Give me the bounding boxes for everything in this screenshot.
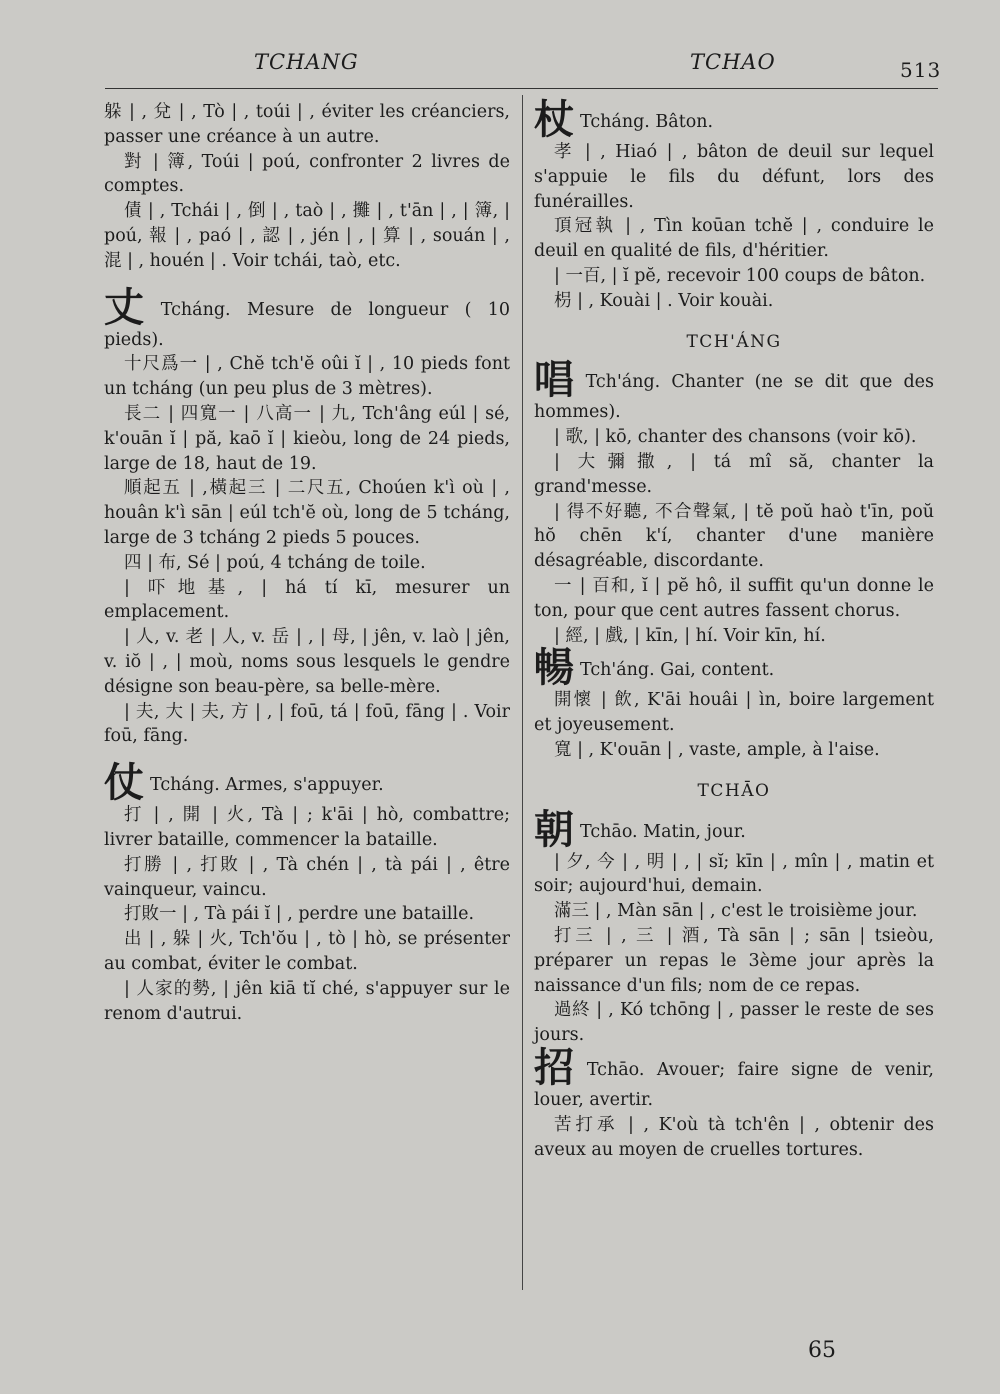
entry-text: 順起五 | ,橫起三 | 二尺五, Choúen k'ì où | , houân k'ì sān | eúl tch'ĕ où, long de 5 tcháng, large de 3 tcháng 2 pieds 5 pouces.: [104, 478, 510, 548]
section-heading-text: TCHĀO: [697, 780, 771, 801]
dictionary-entry: [534, 356, 935, 425]
entry-text: 長二 | 四寬一 | 八高一 | 九, Tch'âng eúl | sé, k'ouān ĭ | pă, kaō ĭ | kieòu, long de 24 pieds, large de 18, haut de 19.: [104, 403, 510, 474]
entry-text: 過終 | , Kó tchōng | , passer le reste de ses jours.: [534, 1000, 934, 1046]
entry-text: 一 | 百和, ĭ | pĕ hô, il suffit qu'un donne le ton, pour que cent autres fassent chorus.: [534, 575, 934, 621]
entry-text: 枴 | , Kouài | . Voir kouài.: [554, 290, 774, 311]
entry-text: 債 | , Tchái | , 倒 | , taò | , 攤 | , t'ān | , | 簿, | poú, 報 | , paó | , 認 | , jén | , | 算 | , souán | , 混 | , houén | . Voir tchái, taò, etc.: [104, 201, 510, 271]
signature-number: 65: [808, 1338, 836, 1363]
dictionary-entry: [104, 283, 510, 353]
dictionary-entry: [534, 738, 934, 763]
entry-text: 四 | 布, Sé | poú, 4 tcháng de toile.: [124, 552, 426, 573]
entry-text: 對 | 簿, Toúi | poú, confronter 2 livres de comptes.: [104, 151, 510, 197]
headword-character: 招: [534, 1043, 581, 1091]
dictionary-entry: [104, 551, 510, 576]
header-rule: [105, 88, 938, 89]
entry-text: | 夫, 大 | 夫, 方 | , | foū, tá | foū, fāng | . Voir foū, fāng.: [104, 701, 510, 747]
entry-text: 滿三 | , Màn sān | , c'est le troisième jour.: [554, 901, 918, 922]
dictionary-entry: [534, 1113, 934, 1163]
dictionary-entry: [534, 624, 934, 649]
entry-text: | 吓地基, | há tí kī, mesurer un emplacement.: [104, 577, 510, 623]
section-heading: [534, 330, 934, 355]
dictionary-entry: [534, 214, 934, 264]
entry-text: Tcháng. Armes, s'appuyer.: [150, 775, 384, 796]
entry-text: Tchāo. Matin, jour.: [580, 821, 746, 842]
entry-text: | 大彌撒, | tá mî să, chanter la grand'messe.: [534, 451, 934, 497]
dictionary-entry: [534, 899, 934, 924]
entry-text: 苦打承 | , K'où tà tch'ên | , obtenir des aveux au moyen de cruelles tortures.: [534, 1114, 934, 1160]
entry-text: 打敗一 | , Tà pái ĭ | , perdre une bataille.: [124, 904, 475, 925]
dictionary-entry: [534, 688, 934, 738]
section-heading-text: TCH'ÁNG: [686, 331, 782, 352]
dictionary-entry: [104, 100, 510, 150]
headword-character: 暢: [534, 644, 574, 692]
running-head-left: TCHANG: [254, 50, 359, 74]
running-head-right: TCHAO: [690, 50, 776, 74]
dictionary-entry: [104, 150, 510, 200]
entry-text: 打 | , 開 | 火, Tà | ; k'āi | hò, combattre; livrer bataille, commencer la bataille.: [104, 805, 510, 850]
dictionary-entry: [534, 96, 934, 143]
entry-text: Tcháng. Bâton.: [580, 112, 714, 132]
dictionary-entry: [534, 264, 934, 289]
headword-character: 杖: [534, 96, 574, 143]
section-heading: [534, 779, 934, 804]
headword-character: 仗: [104, 759, 144, 807]
entry-text: | 得不好聽, 不合聲氣, | tĕ poŭ haò t'īn, poŭ hŏ chēn k'í, chanter d'une manière désagréable, discordante.: [534, 501, 934, 572]
dictionary-entry: [104, 759, 510, 807]
column-divider: [522, 95, 523, 1290]
entry-text: 打三 | , 三 | 酒, Tà sān | ; sān | tsieòu, préparer un repas le 3ème jour après la naissance d'un fils; nom de ce repas.: [534, 925, 934, 996]
left-column: [104, 100, 510, 1026]
entry-text: Tch'áng. Gai, content.: [580, 660, 775, 681]
entry-text: | 人, v. 老 | 人, v. 岳 | , | 母, | jên, v. laò | jên, v. iŏ | , | moù, noms sous lesquels le gendre désigne son beau-père, sa belle-mère.: [104, 627, 510, 697]
entry-text: 寬 | , K'ouān | , vaste, ample, à l'aise.: [554, 739, 880, 760]
dictionary-entry: [104, 199, 510, 273]
entry-text: 頂冠執 | , Tìn koūan tchĕ | , conduire le deuil en qualité de fils, d'héritier.: [534, 216, 934, 262]
entry-text: 出 | , 躲 | 火, Tch'ŏu | , tò | hò, se présenter au combat, éviter le combat.: [104, 929, 510, 974]
headword-character: 唱: [534, 356, 580, 404]
dictionary-entry: [104, 402, 510, 476]
entry-text: Tcháng. Mesure de longueur ( 10 pieds).: [104, 299, 510, 350]
entry-text: Tch'áng. Chanter (ne se dit que des hommes).: [534, 372, 935, 423]
entry-text: 開懷 | 飲, K'āi houâi | ìn, boire largement et joyeusement.: [534, 690, 934, 736]
dictionary-entry: [104, 576, 510, 626]
entry-text: Tchāo. Avouer; faire signe de venir, louer, avertir.: [534, 1059, 934, 1110]
entry-text: 打勝 | , 打敗 | , Tà chén | , tà pái | , être vainqueur, vaincu.: [104, 854, 510, 900]
entry-text: | 一百, | ĭ pĕ, recevoir 100 coups de bâton.: [554, 265, 926, 286]
dictionary-entry: [104, 803, 510, 853]
dictionary-entry: [104, 853, 510, 903]
dictionary-entry: [534, 140, 934, 214]
headword-character: 朝: [534, 805, 574, 853]
dictionary-entry: [534, 574, 934, 624]
entry-text: | 人家的勢, | jên kiā tĭ ché, s'appuyer sur le renom d'autrui.: [104, 978, 510, 1024]
entry-text: 躲 | , 兌 | , Tò | , toúi | , éviter les créanciers, passer une créance à un autre.: [104, 102, 510, 147]
dictionary-entry: [534, 1043, 934, 1113]
entry-text: | 經, | 戲, | kīn, | hí. Voir kīn, hí.: [554, 625, 826, 646]
entry-text: 十尺爲一 | , Chĕ tch'ĕ oûi ĭ | , 10 pieds font un tcháng (un peu plus de 3 mètres).: [104, 354, 510, 400]
dictionary-entry: [534, 850, 934, 900]
dictionary-entry: [104, 700, 510, 750]
dictionary-entry: [104, 977, 510, 1027]
dictionary-entry: [534, 924, 934, 998]
entry-text: 孝 | , Hiaó | , bâton de deuil sur lequel s'appuie le fils du défunt, lors des funérailles.: [534, 142, 934, 212]
dictionary-entry: [534, 644, 934, 692]
dictionary-entry: [534, 289, 934, 314]
entry-text: | 夕, 今 | , 明 | , | sĭ; kīn | , mîn | , matin et soir; aujourd'hui, demain.: [534, 851, 934, 897]
dictionary-entry: [534, 500, 934, 574]
dictionary-entry: [534, 450, 934, 500]
dictionary-entry: [104, 476, 510, 550]
page-number: 513: [900, 58, 942, 82]
dictionary-entry: [104, 927, 510, 977]
dictionary-entry: [104, 625, 510, 699]
dictionary-entry: [534, 805, 934, 853]
dictionary-entry: [534, 998, 934, 1048]
right-column: [534, 96, 935, 1162]
dictionary-entry: [104, 902, 510, 927]
dictionary-entry: [534, 425, 934, 450]
dictionary-entry: [104, 352, 510, 402]
entry-text: | 歌, | kō, chanter des chansons (voir kō).: [554, 427, 917, 448]
headword-character: 丈: [104, 283, 155, 331]
